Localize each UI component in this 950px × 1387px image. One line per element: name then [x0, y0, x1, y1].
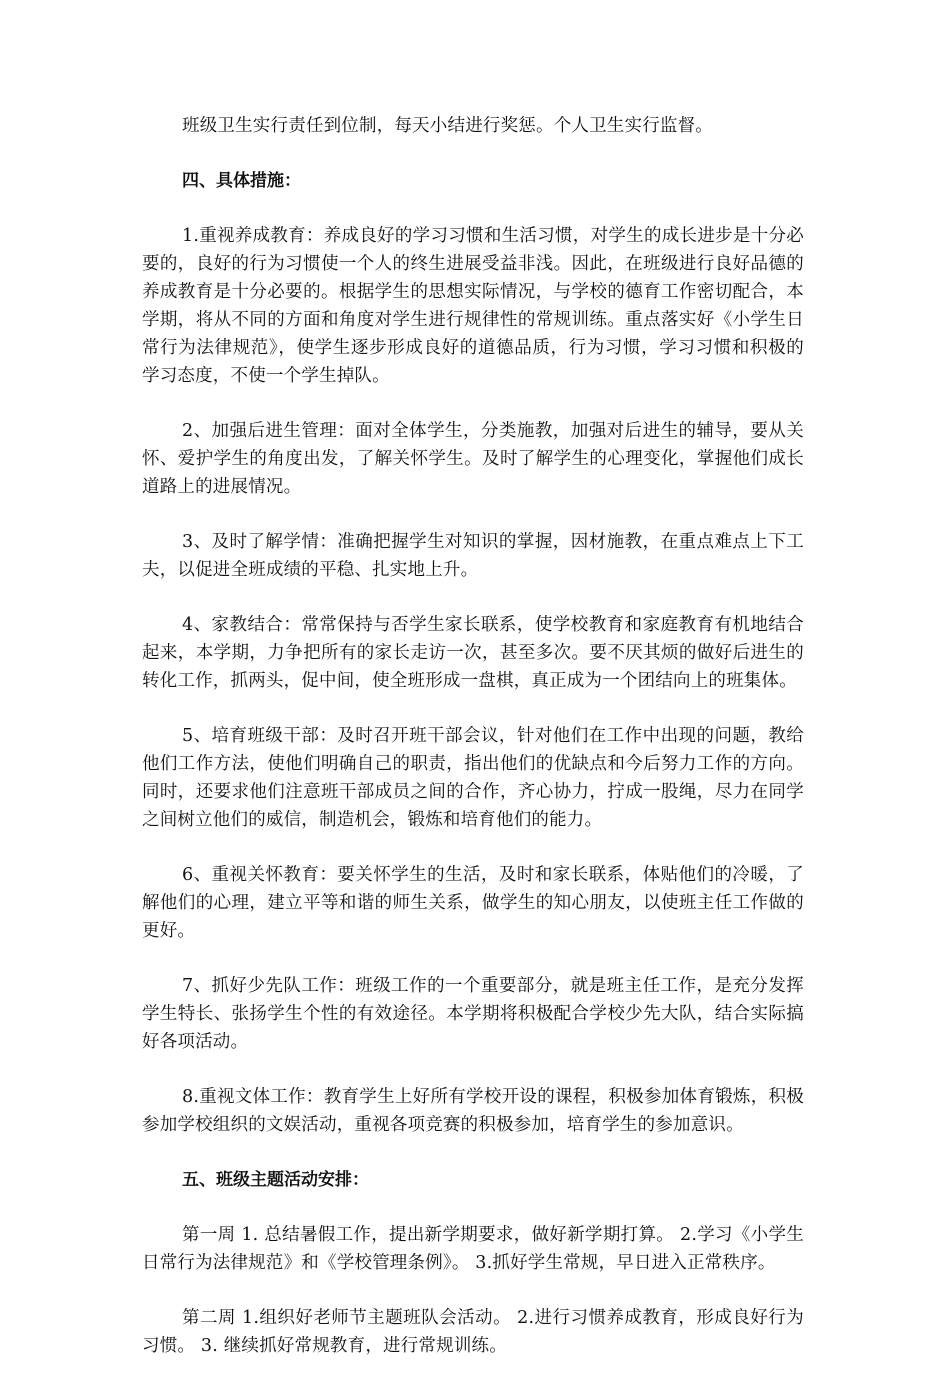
measure-1: 1.重视养成教育：养成良好的学习习惯和生活习惯，对学生的成长进步是十分必要的，良好的行为习惯使一个人的终生进展受益非浅。因此，在班级进行良好品德的养成教育是十分必要的。根据学生的思想实际情况，与学校的德育工作密切配合，本学期，将从不同的方面和角度对学生进行规律性的常规训练。重点落实好《小学生日常行为法律规范》，使学生逐步形成良好的道德品质，行为习惯，学习习惯和积极的学习态度，不使一个学生掉队。 — [142, 226, 804, 386]
measure-4: 4、家教结合：常常保持与否学生家长联系，使学校教育和家庭教育有机地结合起来，本学期，力争把所有的家长走访一次，甚至多次。要不厌其烦的做好后进生的转化工作，抓两头，促中间，使全班形成一盘棋，真正成为一个团结向上的班集体。 — [142, 615, 804, 691]
week-2: 第二周 1.组织好老师节主题班队会活动。 2.进行习惯养成教育，形成良好行为习惯。 3. 继续抓好常规教育，进行常规训练。 — [142, 1308, 804, 1356]
document-page — [142, 112, 804, 1387]
measure-8: 8.重视文体工作：教育学生上好所有学校开设的课程，积极参加体育锻炼，积极参加学校组织的文娱活动，重视各项竞赛的积极参加，培育学生的参加意识。 — [142, 1087, 804, 1135]
measure-5: 5、培育班级干部：及时召开班干部会议，针对他们在工作中出现的问题，教给他们工作方法，使他们明确自己的职责，指出他们的优缺点和今后努力工作的方向。同时，还要求他们注意班干部成员之间的合作，齐心协力，拧成一股绳，尽力在同学之间树立他们的威信，制造机会，锻炼和培育他们的能力。 — [142, 726, 804, 830]
measure-2: 2、加强后进生管理：面对全体学生，分类施教，加强对后进生的辅导，要从关怀、爱护学生的角度出发，了解关怀学生。及时了解学生的心理变化，掌握他们成长道路上的进展情况。 — [142, 421, 804, 497]
measure-3: 3、及时了解学情：准确把握学生对知识的掌握，因材施教，在重点难点上下工夫，以促进全班成绩的平稳、扎实地上升。 — [142, 532, 804, 580]
hygiene-paragraph: 班级卫生实行责任到位制，每天小结进行奖惩。个人卫生实行监督。 — [182, 116, 713, 136]
measure-6: 6、重视关怀教育：要关怀学生的生活，及时和家长联系，体贴他们的冷暖，了解他们的心理，建立平等和谐的师生关系，做学生的知心朋友，以使班主任工作做的更好。 — [142, 865, 804, 941]
measure-7: 7、抓好少先队工作：班级工作的一个重要部分，就是班主任工作，是充分发挥学生特长、张扬学生个性的有效途径。本学期将积极配合学校少先大队，结合实际搞好各项活动。 — [142, 976, 804, 1052]
section-five-heading: 五、班级主题活动安排： — [182, 1170, 369, 1190]
section-four-heading: 四、具体措施： — [182, 171, 301, 191]
week-1: 第一周 1. 总结暑假工作，提出新学期要求，做好新学期打算。 2.学习《小学生日常行为法律规范》和《学校管理条例》。 3.抓好学生常规，早日进入正常秩序。 — [142, 1225, 804, 1273]
